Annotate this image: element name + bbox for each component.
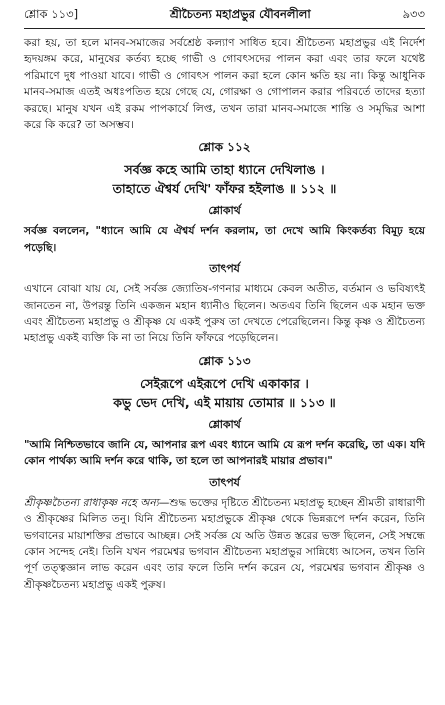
verse-113-purport-quote: শ্রীকৃষ্ণচৈতন্য রাধাকৃষ্ণ নহে অন্য xyxy=(24,496,159,509)
verse-reference: শ্লোক ১১৩] xyxy=(24,7,79,21)
verse-113-purport xyxy=(24,495,425,593)
verse-113-heading: শ্লোক ১১৩ xyxy=(198,353,251,368)
verse-113-purport-body: —শুদ্ধ ভক্তের দৃষ্টিতে শ্রীচৈতন্য মহাপ্রভু হচ্ছেন শ্রীমতী রাধারাণী ও শ্রীকৃষ্ণের মিলিত তনু। যিনি শ্রীচৈতন্য মহাপ্রভুকে শ্রীকৃষ্ণ থেকে ভিন্নরূপে দর্শন করেন, তিনি ভগবানের মায়াশক্তির প্রভাবে আচ্ছন্ন। সেই সর্বজ্ঞ যে অতি উন্নত স্তরের ভক্ত ছিলেন, সেই সম্বন্ধে কোন সন্দেহ নেই। তিনি যখন পরমেশ্বর ভগবান শ্রীচৈতন্য মহাপ্রভুর সান্নিধ্যে আসেন, তখন তিনি পূর্ণ তত্ত্বজ্ঞান লাভ করেন এবং তার ফলে তিনি দর্শন করেন যে, পরমেশ্বর ভগবান শ্রীকৃষ্ণ ও শ্রীকৃষ্ণচৈতন্য মহাপ্রভু একই পুরুষ। xyxy=(24,496,425,591)
verse-113-purport-label: তাৎপর্য xyxy=(209,475,240,489)
page-number: ৯৩৩ xyxy=(402,7,425,21)
page-header xyxy=(24,6,425,29)
verse-113-line-2: কভু ভেদ দেখি, এই মায়ায় তোমার ॥ ১১৩ ॥ xyxy=(113,394,336,410)
verse-112-translation-label: শ্লোকার্থ xyxy=(208,204,241,218)
verse-112-line-1: সর্বজ্ঞ কহে আমি তাহা ধ্যানে দেখিলাঙ । xyxy=(124,162,325,178)
verse-113-line-1: সেইরূপে এইরূপে দেখি একাকার । xyxy=(140,375,309,391)
verse-112-purport: এখানে বোঝা যায় যে, সেই সর্বজ্ঞ জ্যোতিষ-গণনার মাধ্যমে কেবল অতীত, বর্তমান ও ভবিষ্যৎই জানতেন না, উপরন্তু তিনি একজন মহান ধ্যানীও ছিলেন। অতএব তিনি ছিলেন এক মহান ভক্ত এবং শ্রীচৈতন্য মহাপ্রভু ও শ্রীকৃষ্ণ যে একই পুরুষ তা দেখতে পেরেছিলেন। কিন্তু কৃষ্ণ ও শ্রীচৈতন্য মহাপ্রভু একই ব্যক্তি কি না তা নিয়ে তিনি ফাঁফরে পড়েছিলেন। xyxy=(24,283,425,345)
verse-113-translation: "আমি নিশ্চিতভাবে জানি যে, আপনার রূপ এবং ধ্যানে আমি যে রূপ দর্শন করেছি, তা এক। যদি কোন পার্থক্য আমি দর্শন করে থাকি, তা হলে তা আপনারই মায়ার প্রভাব।" xyxy=(24,438,425,468)
verse-113-translation-label: শ্লোকার্থ xyxy=(208,417,241,431)
verse-112-line-2: তাহাতে ঐশ্বর্য দেখি' ফাঁফর হইলাঙ ॥ ১১২ ॥ xyxy=(112,181,337,197)
verse-112-heading: শ্লোক ১১২ xyxy=(198,140,251,155)
verse-112-purport-label: তাৎপর্য xyxy=(209,262,240,276)
verse-112-translation: সর্বজ্ঞ বললেন, "ধ্যানে আমি যে ঐশ্বর্য দর্শন করলাম, তা দেখে আমি কিংকর্তব্য বিমূঢ় হয়ে পড়েছি। xyxy=(24,225,425,254)
chapter-title: শ্রীচৈতন্য মহাপ্রভুর যৌবনলীলা xyxy=(170,7,311,21)
intro-paragraph: করা হয়, তা হলে মানব-সমাজের সর্বশ্রেষ্ঠ কল্যাণ সাধিত হবে। শ্রীচৈতন্য মহাপ্রভুর এই নির্দেশ হৃদয়ঙ্গম করে, মানুষের কর্তব্য হচ্ছে গাভী ও গোবৎসদের পালন করা এবং তার ফলে যথেষ্ট পরিমাণে দুধ পাওয়া যাবে। গাভী ও গোবৎস পালন করা হলে কোন ক্ষতি হয় না। কিন্তু আধুনিক মানব-সমাজ এতই অধঃপতিত হয়ে গেছে যে, গোরক্ষা ও গোপালন করার পরিবর্তে তাদের হত্যা করছে। মানুষ যখন এই রকম পাপকার্যে লিপ্ত, তখন তারা মানব-সমাজে শান্তি ও সমৃদ্ধির আশা করে কি করে? তা অসম্ভব। xyxy=(24,37,425,132)
